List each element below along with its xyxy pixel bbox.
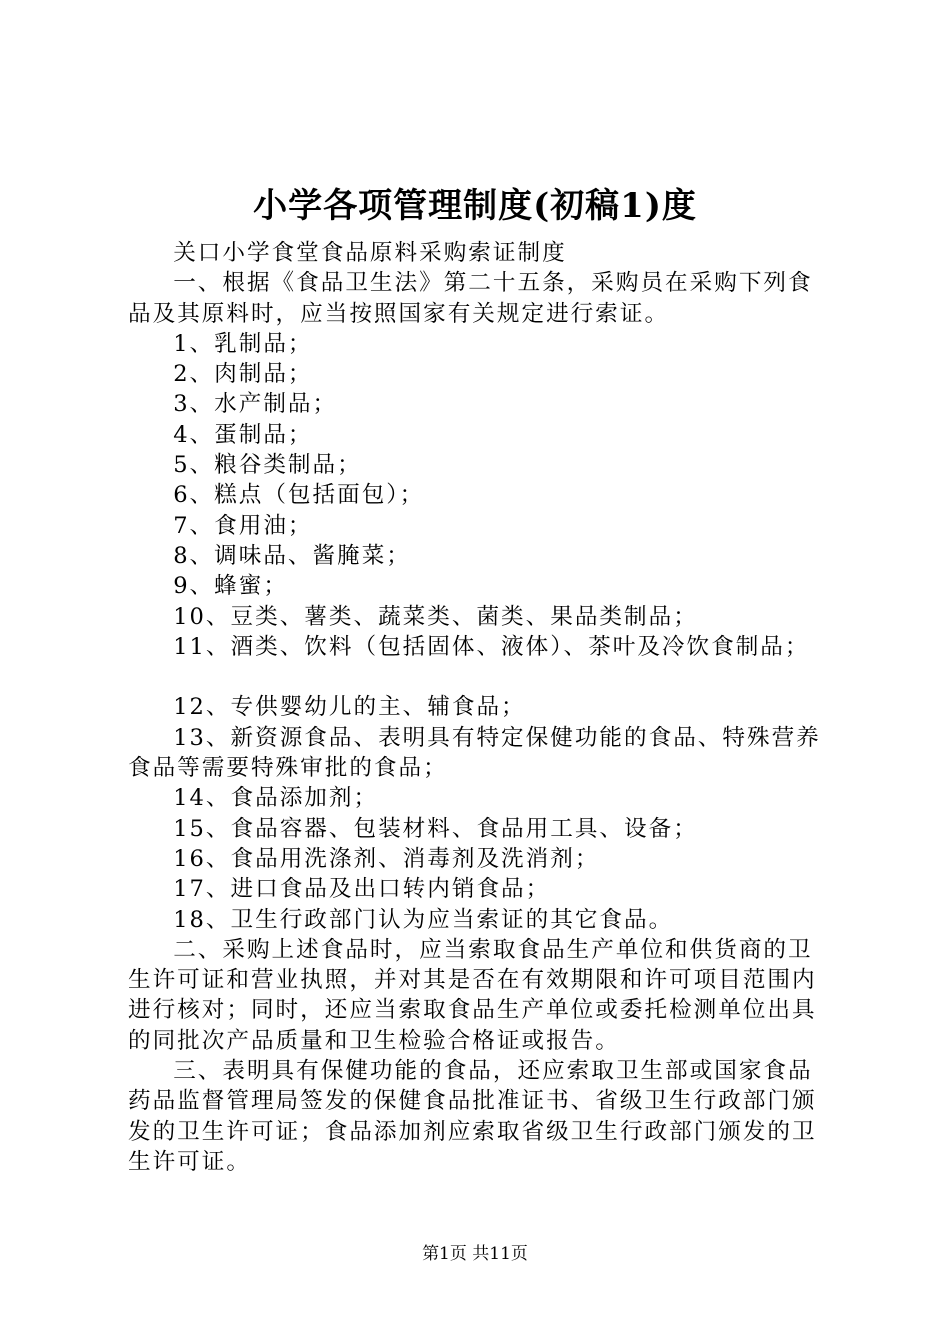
list-item: 12、专供婴幼儿的主、辅食品；: [173, 694, 526, 721]
list-item: 9、蜂蜜；: [173, 573, 288, 600]
paragraph: 三、表明具有保健功能的食品，还应索取卫生部或国家食品药品监督管理局签发的保健食品批准证书、省级卫生行政部门颁发的卫生许可证；食品添加剂应索取省级卫生行政部门颁发的卫生许可证。: [128, 1058, 817, 1175]
list-item: 7、食用油；: [173, 512, 313, 539]
list-item: 18、卫生行政部门认为应当索证的其它食品。: [173, 906, 674, 933]
paragraph: 一、根据《食品卫生法》第二十五条，采购员在采购下列食品及其原料时，应当按照国家有关规定进行索证。: [128, 270, 813, 327]
document-title: 小学各项管理制度(初稿1)度: [253, 186, 697, 226]
list-item: 11、酒类、饮料（包括固体、液体）、茶叶及冷饮食制品；: [173, 633, 810, 660]
list-item: 10、豆类、薯类、蔬菜类、菌类、果品类制品；: [173, 603, 698, 630]
document-body: [128, 238, 828, 1177]
list-item: 1、乳制品；: [173, 330, 313, 357]
paragraph: 二、采购上述食品时，应当索取食品生产单位和供货商的卫生许可证和营业执照，并对其是否在有效期限和许可项目范围内进行核对；同时，还应当索取食品生产单位或委托检测单位出具的同批次产品质量和卫生检验合格证或报告。: [128, 936, 817, 1054]
list-item: 8、调味品、酱腌菜；: [173, 542, 411, 569]
list-item: 4、蛋制品；: [173, 421, 313, 448]
list-item: 5、粮谷类制品；: [173, 452, 362, 479]
list-item: 6、糕点（包括面包）；: [173, 482, 425, 509]
list-item: 17、进口食品及出口转内销食品；: [173, 876, 551, 903]
blank-line: [128, 662, 828, 692]
list-item: 13、新资源食品、表明具有特定保健功能的食品、特殊营养食品等需要特殊审批的食品；: [128, 724, 821, 782]
list-item: 15、食品容器、包装材料、食品用工具、设备；: [173, 815, 698, 842]
list-item: 16、食品用洗涤剂、消毒剂及洗消剂；: [173, 845, 600, 872]
page-footer: 第1页 共11页: [422, 1244, 528, 1264]
list-item: 2、肉制品；: [173, 361, 313, 388]
list-item: 3、水产制品；: [173, 391, 338, 418]
section-heading: 关口小学食堂食品原料采购索证制度: [173, 240, 567, 266]
list-item: 14、食品添加剂；: [173, 785, 379, 812]
